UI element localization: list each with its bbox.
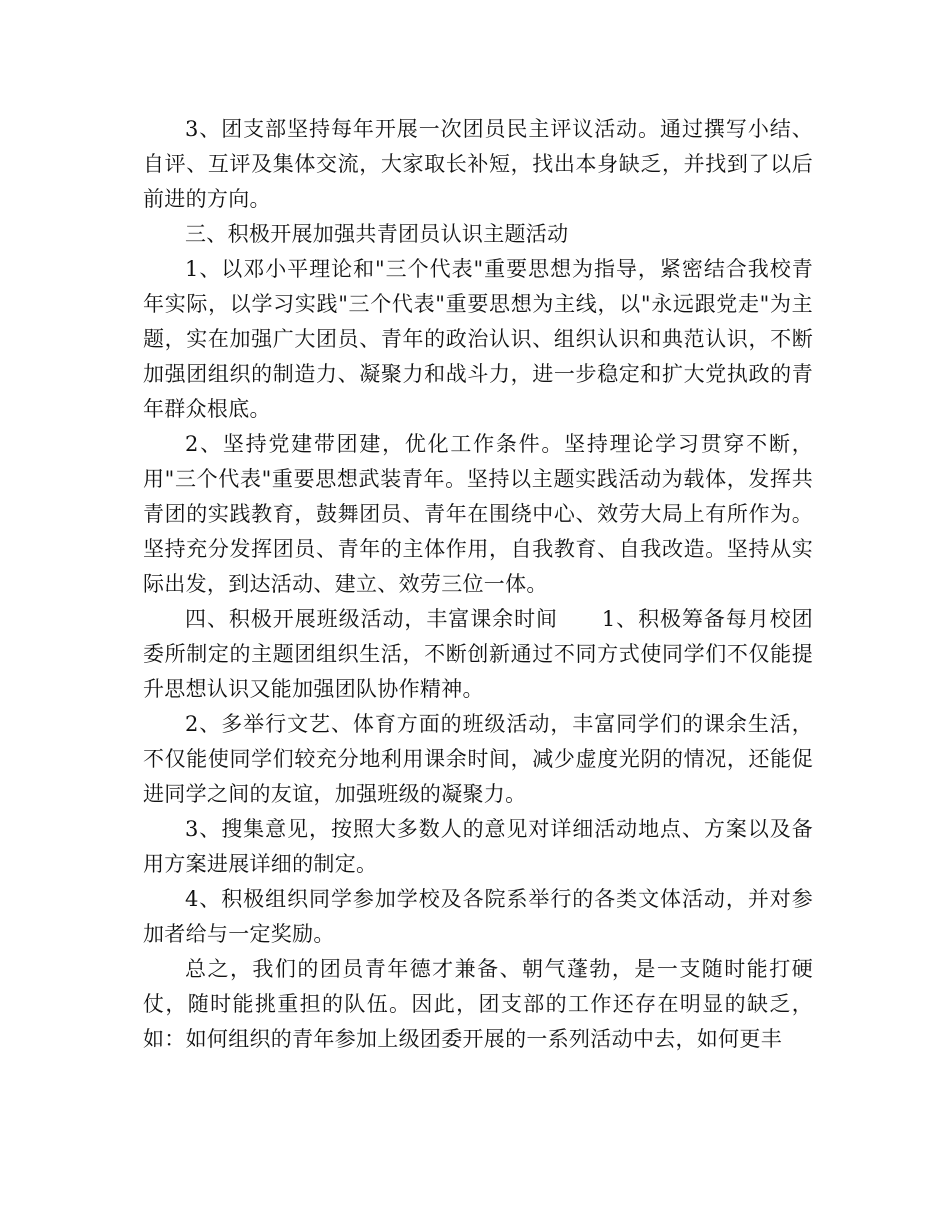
section-heading-four-with-item-1: 四、积极开展班级活动，丰富课余时间 1、积极筹备每月校团委所制定的主题团组织生活，不断创新通过不同方式使同学们不仅能提升思想认识又能加强团队协作精神。: [143, 607, 813, 701]
paragraph-item-1-theory: 1、以邓小平理论和"三个代表"重要思想为指导，紧密结合我校青年实际，以学习实践"三个代表"重要思想为主线，以"永远跟党走"为主题，实在加强广大团员、青年的政治认识、组织认识和典范认识，不断加强团组织的制造力、凝聚力和战斗力，进一步稳定和扩大党执政的青年群众根底。: [143, 257, 813, 421]
paragraph-conclusion: 总之，我们的团员青年德才兼备、朝气蓬勃，是一支随时能打硬仗，随时能挑重担的队伍。因此，团支部的工作还存在明显的缺乏，如：如何组织的青年参加上级团委开展的一系列活动中去，如何更丰: [143, 957, 813, 1051]
paragraph-item-4-participation: 4、积极组织同学参加学校及各院系举行的各类文体活动，并对参加者给与一定奖励。: [143, 887, 813, 946]
document-body: [143, 112, 813, 1057]
paragraph-item-3-review: 3、团支部坚持每年开展一次团员民主评议活动。通过撰写小结、自评、互评及集体交流，大家取长补短，找出本身缺乏，并找到了以后前进的方向。: [143, 117, 813, 211]
paragraph-item-2-party-building: 2、坚持党建带团建，优化工作条件。坚持理论学习贯穿不断，用"三个代表"重要思想武装青年。坚持以主题实践活动为载体，发挥共青团的实践教育，鼓舞团员、青年在围绕中心、效劳大局上有所作为。坚持充分发挥团员、青年的主体作用，自我教育、自我改造。坚持从实际出发，到达活动、建立、效劳三位一体。: [143, 432, 813, 596]
paragraph-item-3-opinions: 3、搜集意见，按照大多数人的意见对详细活动地点、方案以及备用方案进展详细的制定。: [143, 817, 813, 876]
section-heading-three: 三、积极开展加强共青团员认识主题活动: [185, 222, 569, 246]
paragraph-item-2-activities: 2、多举行文艺、体育方面的班级活动，丰富同学们的课余生活，不仅能使同学们较充分地利用课余时间，减少虚度光阴的情况，还能促进同学之间的友谊，加强班级的凝聚力。: [143, 712, 813, 806]
